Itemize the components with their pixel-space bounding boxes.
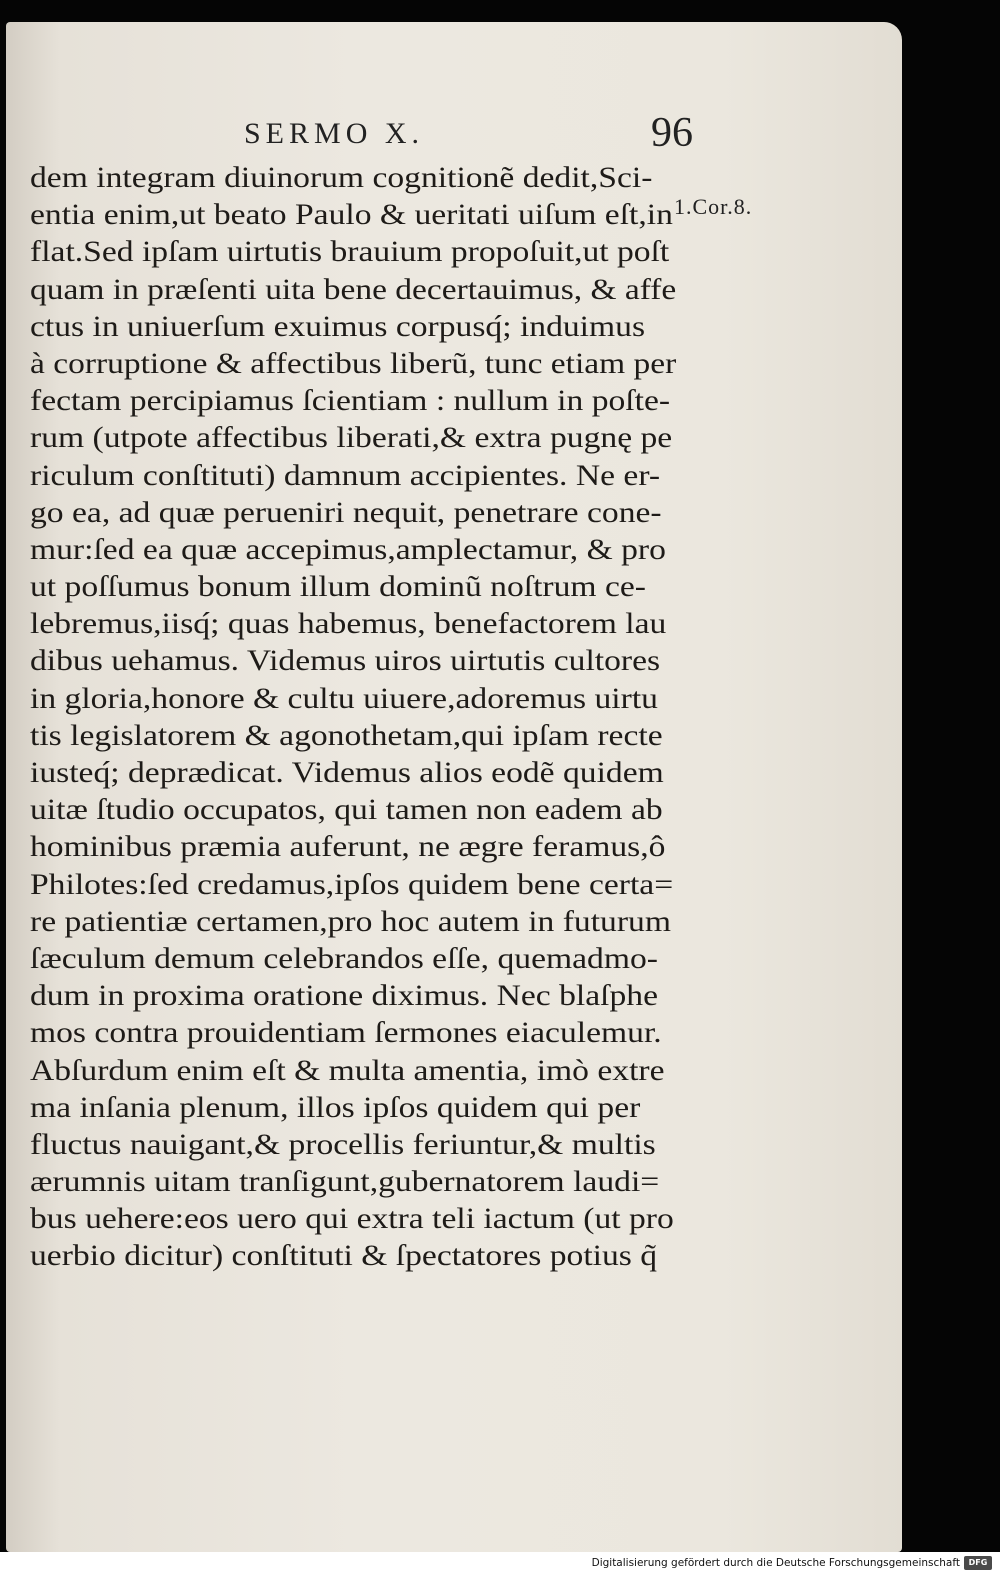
text-line: ærumnis uitam tranſigunt,gubernatorem laudi=	[30, 1165, 660, 1199]
text-line: riculum conſtituti) damnum accipientes. Ne er-	[30, 458, 661, 492]
text-line: hominibus præmia auferunt, ne ægre feramus,ô	[30, 830, 666, 864]
text-line: fectam percipiamus ſcientiam : nullum in poſte-	[30, 384, 671, 418]
text-line: dem integram diuinorum cognitionẽ dedit,Sci-	[30, 161, 653, 194]
text-line: ctus in uniuerſum exuimus corpusq́; induimus	[30, 309, 646, 343]
text-line: à corruptione & affectibus liberũ, tunc etiam per	[30, 346, 677, 380]
text-line: Philotes:ſed credamus,ipſos quidem bene certa=	[30, 867, 674, 901]
text-line: flat.Sed ipſam uirtutis brauium propoſuit,ut poſt	[30, 235, 670, 269]
text-line: fluctus nauigant,& procellis feriuntur,& multis	[30, 1127, 656, 1161]
text-line: re patientiæ certamen,pro hoc autem in futurum	[30, 904, 671, 938]
running-head: SERMO X.	[244, 117, 425, 150]
page-header	[6, 110, 706, 157]
text-line: dibus uehamus. Videmus uiros uirtutis cultores	[30, 644, 661, 678]
page-number: 96	[651, 110, 693, 156]
text-line: go ea, ad quæ perueniri nequit, penetrare cone-	[30, 495, 662, 529]
text-line: in gloria,honore & cultu uiuere,adoremus uirtu	[30, 681, 658, 715]
body-text	[30, 159, 676, 1275]
text-line: ut poſſumus bonum illum dominũ noſtrum ce-	[30, 570, 646, 604]
dfg-logo-icon: DFG	[964, 1556, 992, 1570]
text-line: tis legislatorem & agonothetam,qui ipſam recte	[30, 718, 663, 752]
text-line: uitæ ſtudio occupatos, qui tamen non eadem ab	[30, 793, 663, 827]
text-line: iusteq́; deprædicat. Videmus alios eodẽ quidem	[30, 756, 664, 789]
text-line: rum (utpote affectibus liberati,& extra pugnę pe	[30, 421, 673, 455]
text-line: entia enim,ut beato Paulo & ueritati uiſum eſt,in	[30, 198, 673, 232]
book-page	[6, 22, 902, 1552]
text-line: quam in præſenti uita bene decertauimus, & affe	[30, 272, 677, 306]
text-line: ma inſania plenum, illos ipſos quidem qui per	[30, 1090, 641, 1124]
text-line: mur:ſed ea quæ accepimus,amplectamur, & pro	[30, 532, 666, 566]
margin-note: 1.Cor.8.	[674, 194, 753, 219]
text-line: Abſurdum enim eſt & multa amentia, imò extre	[30, 1053, 665, 1087]
text-line: mos contra prouidentiam ſermones eiaculemur.	[30, 1016, 662, 1050]
digitization-credit: Digitalisierung gefördert durch die Deutsche Forschungsgemeinschaft	[591, 1557, 960, 1569]
text-line: lebremus,iisq́; quas habemus, benefactorem lau	[30, 607, 667, 641]
text-line: uerbio dicitur) conſtituti & ſpectatores potius q̃	[30, 1239, 658, 1273]
text-line: dum in proxima oratione diximus. Nec blaſphe	[30, 979, 659, 1013]
text-line: bus uehere:eos uero qui extra teli iactum (ut pro	[30, 1202, 674, 1236]
text-line: ſæculum demum celebrandos eſſe, quemadmo-	[30, 941, 658, 975]
